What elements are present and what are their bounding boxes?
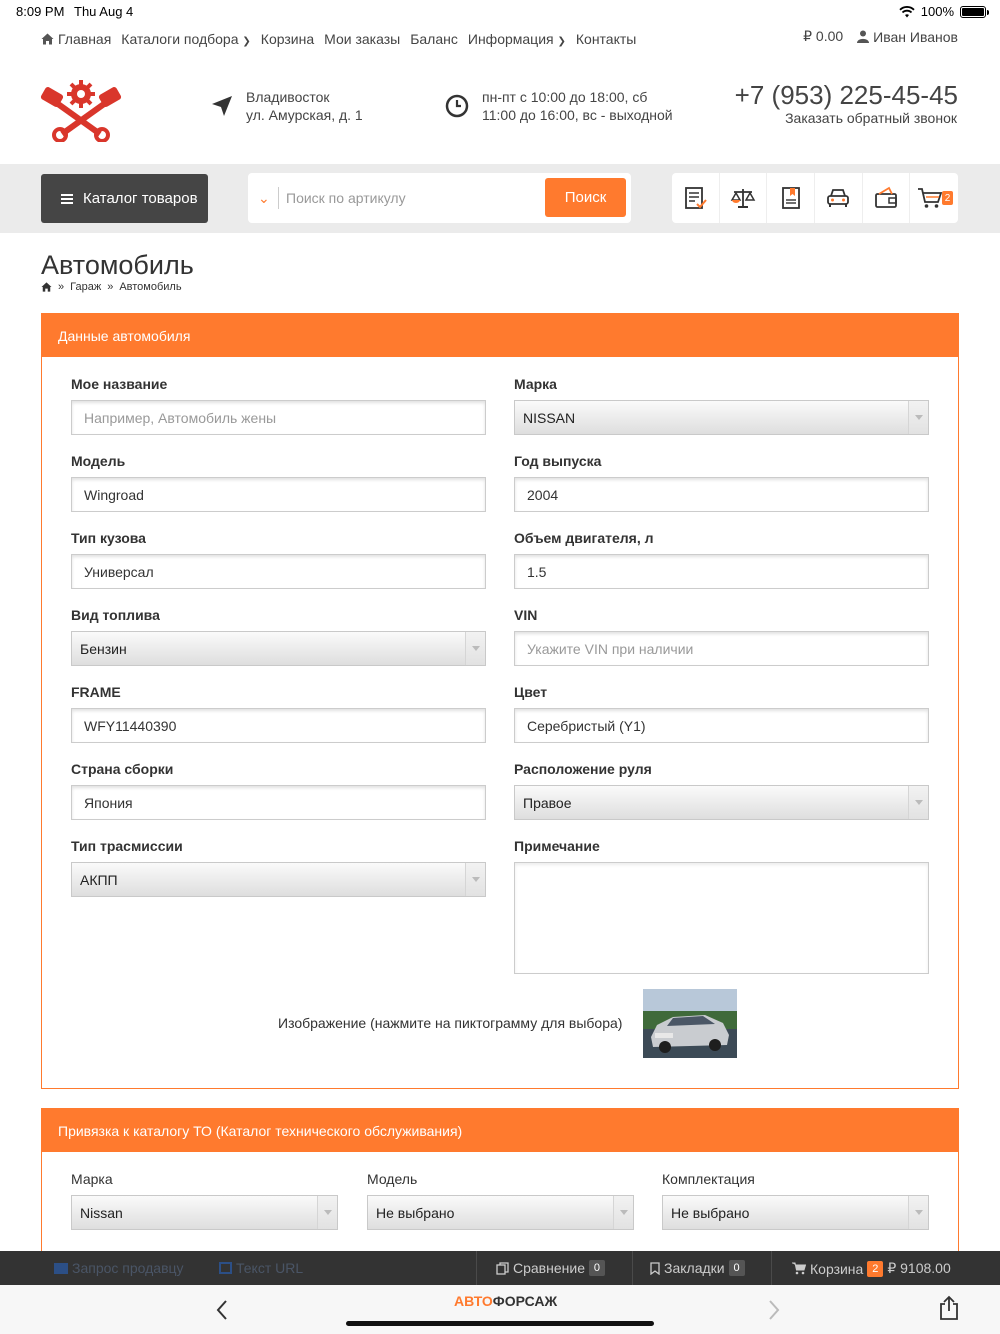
color-label: Цвет — [514, 684, 548, 700]
my-name-input[interactable] — [71, 400, 486, 435]
nav-info-label: Информация — [467, 31, 554, 47]
battery-icon — [960, 6, 986, 18]
brand-part1: АВТО — [454, 1293, 493, 1309]
to-config-label: Комплектация — [662, 1171, 755, 1187]
home-icon — [41, 33, 54, 45]
cart-count-badge: 2 — [942, 191, 953, 205]
compare-toolbar-label: Сравнение — [513, 1260, 585, 1276]
transmission-select-value: АКПП — [80, 871, 118, 888]
quick-icons — [672, 173, 958, 223]
transmission-label: Тип трасмиссии — [71, 838, 183, 854]
nav-cart[interactable]: Корзина — [260, 31, 315, 47]
vin-label: VIN — [514, 607, 538, 623]
steering-select-value: Правое — [523, 794, 572, 811]
body-type-input[interactable] — [71, 554, 486, 589]
edit-icon — [219, 1262, 232, 1274]
home-icon[interactable] — [41, 282, 52, 292]
chevron-down-icon — [908, 1196, 928, 1229]
breadcrumb-separator: » — [58, 281, 65, 293]
breadcrumb-separator: » — [107, 281, 114, 293]
message-icon — [54, 1263, 68, 1274]
hours-line1: пн-пт с 10:00 до 18:00, сб — [482, 89, 648, 105]
toolbar-divider — [632, 1251, 633, 1285]
nav-info[interactable] — [468, 31, 566, 47]
brand-label: Марка — [514, 376, 557, 392]
chevron-down-icon: ❯ — [557, 36, 566, 47]
logo-icon — [40, 80, 122, 142]
note-label: Примечание — [514, 838, 600, 854]
request-seller-button[interactable] — [54, 1260, 184, 1276]
address-street: ул. Амурская, д. 1 — [246, 107, 363, 123]
bookmarks-toolbar-button[interactable] — [650, 1260, 745, 1276]
battery-percent: 100% — [920, 4, 954, 19]
share-icon[interactable] — [938, 1295, 960, 1321]
brand-select[interactable] — [514, 400, 929, 435]
working-hours — [482, 88, 673, 124]
to-catalog-panel — [41, 1108, 959, 1268]
bookmark-icon — [650, 1262, 660, 1275]
search-separator — [278, 187, 279, 209]
cart-toolbar-label: Корзина — [810, 1260, 864, 1277]
engine-volume-label: Объем двигателя, л — [514, 530, 654, 546]
to-config-select-value: Не выбрано — [671, 1204, 750, 1221]
home-indicator — [346, 1321, 654, 1326]
garage-button[interactable] — [815, 173, 863, 223]
steering-select[interactable] — [514, 785, 929, 820]
frame-input[interactable] — [71, 708, 486, 743]
model-label: Модель — [71, 453, 126, 469]
top-nav — [41, 28, 636, 50]
frame-label: FRAME — [71, 684, 121, 700]
engine-volume-input[interactable] — [514, 554, 929, 589]
address — [246, 88, 363, 124]
brand-part2: ФОРСАЖ — [492, 1293, 558, 1309]
order-list-icon — [682, 185, 708, 211]
location-arrow-icon — [210, 94, 234, 118]
cart-toolbar-button[interactable] — [792, 1260, 951, 1277]
car-data-panel-header: Данные автомобиля — [42, 314, 958, 357]
car-icon — [825, 185, 851, 211]
wallet-icon — [873, 185, 899, 211]
cart-icon — [792, 1262, 806, 1275]
wifi-icon — [899, 6, 915, 18]
search-button[interactable]: Поиск — [545, 178, 626, 217]
chevron-down-icon: ❯ — [242, 36, 251, 47]
compare-toolbar-button[interactable] — [496, 1260, 605, 1276]
brand-select-value: NISSAN — [523, 409, 576, 426]
search-box — [248, 173, 631, 223]
breadcrumb-current: Автомобиль — [119, 281, 182, 293]
site-logo[interactable] — [40, 80, 122, 142]
address-city: Владивосток — [246, 89, 330, 105]
compare-button[interactable] — [720, 173, 768, 223]
cart-icon — [917, 185, 943, 211]
breadcrumb — [41, 281, 182, 293]
page-title: Автомобиль — [41, 250, 194, 280]
steering-label: Расположение руля — [514, 761, 652, 777]
user-menu[interactable] — [857, 28, 958, 45]
chevron-down-icon — [613, 1196, 633, 1229]
bottom-toolbar — [0, 1251, 1000, 1285]
browser-bar — [0, 1285, 1000, 1334]
fuel-select-value: Бензин — [80, 640, 127, 657]
nav-home-label: Главная — [58, 31, 112, 47]
fuel-select[interactable] — [71, 631, 486, 666]
chevron-down-icon — [465, 632, 485, 665]
breadcrumb-garage[interactable]: Гараж — [70, 281, 102, 293]
bookmark-book-icon — [778, 185, 804, 211]
search-type-chevron-icon[interactable]: ⌄ — [258, 190, 270, 206]
nav-home[interactable] — [41, 31, 111, 47]
toolbar-divider — [771, 1251, 772, 1285]
note-textarea[interactable] — [514, 862, 929, 974]
cart-toolbar-count-badge: 2 — [867, 1261, 883, 1277]
menu-icon — [61, 194, 73, 204]
body-type-label: Тип кузова — [71, 530, 146, 546]
vin-input[interactable] — [514, 631, 929, 666]
fuel-label: Вид топлива — [71, 607, 160, 623]
nav-catalogs-label: Каталоги подбора — [121, 31, 239, 47]
cart-total: ₽ 9108.00 — [887, 1260, 951, 1276]
my-name-label: Мое название — [71, 376, 168, 392]
phone-number[interactable]: +7 (953) 225-45-45 — [734, 80, 958, 110]
to-model-select-value: Не выбрано — [376, 1204, 455, 1221]
catalog-button[interactable] — [41, 174, 208, 223]
to-model-select[interactable] — [367, 1195, 634, 1230]
to-brand-select-value: Nissan — [80, 1204, 123, 1221]
back-chevron-icon[interactable] — [215, 1299, 229, 1321]
year-input[interactable] — [514, 477, 929, 512]
country-label: Страна сборки — [71, 761, 174, 777]
text-url-label: Текст URL — [236, 1260, 304, 1276]
chevron-down-icon — [317, 1196, 337, 1229]
year-label: Год выпуска — [514, 453, 602, 469]
compare-count-badge: 0 — [589, 1260, 605, 1276]
status-time: 8:09 PM — [16, 4, 65, 19]
bookmarks-toolbar-label: Закладки — [664, 1260, 725, 1276]
country-input[interactable] — [71, 785, 486, 820]
nav-catalogs[interactable] — [121, 31, 251, 47]
catalog-button-label: Каталог товаров — [83, 190, 198, 207]
nav-balance[interactable]: Баланс — [410, 31, 458, 47]
chevron-down-icon — [465, 863, 485, 896]
orders-list-button[interactable] — [672, 173, 720, 223]
car-photo-icon — [643, 989, 737, 1058]
callback-link[interactable]: Заказать обратный звонок — [785, 110, 957, 126]
to-model-label: Модель — [367, 1171, 418, 1187]
bookmarks-button[interactable] — [767, 173, 815, 223]
status-right — [899, 4, 986, 19]
user-icon — [857, 30, 869, 43]
nav-orders[interactable]: Мои заказы — [324, 31, 401, 47]
nav-contacts[interactable]: Контакты — [575, 31, 637, 47]
to-catalog-panel-header: Привязка к каталогу ТО (Каталог технического обслуживания) — [42, 1109, 958, 1152]
search-input[interactable] — [286, 185, 536, 211]
request-seller-label: Запрос продавцу — [72, 1260, 184, 1276]
car-image-thumbnail[interactable] — [643, 989, 737, 1058]
status-date: Thu Aug 4 — [74, 4, 134, 19]
hours-line2: 11:00 до 16:00, вс - выходной — [482, 107, 673, 123]
color-input[interactable] — [514, 708, 929, 743]
balance-value[interactable]: ₽ 0.00 — [803, 28, 844, 44]
to-brand-select[interactable] — [71, 1195, 338, 1230]
copy-icon — [496, 1262, 509, 1275]
chevron-down-icon — [908, 786, 928, 819]
status-bar — [0, 0, 1000, 22]
cart-button[interactable] — [910, 173, 958, 223]
text-url-button[interactable] — [219, 1260, 303, 1276]
car-data-panel — [41, 313, 959, 1089]
bookmarks-count-badge: 0 — [729, 1260, 745, 1276]
transmission-select[interactable] — [71, 862, 486, 897]
to-brand-label: Марка — [71, 1171, 113, 1187]
toolbar-divider — [476, 1251, 477, 1285]
clock-icon — [445, 94, 469, 118]
model-input[interactable] — [71, 477, 486, 512]
wallet-button[interactable] — [863, 173, 911, 223]
scales-icon — [730, 185, 756, 211]
chevron-down-icon — [908, 401, 928, 434]
image-label: Изображение (нажмите на пиктограмму для выбора) — [278, 1015, 623, 1031]
top-right — [803, 28, 958, 45]
to-config-select[interactable] — [662, 1195, 929, 1230]
forward-chevron-icon[interactable] — [767, 1299, 781, 1321]
user-name: Иван Иванов — [873, 28, 958, 45]
site-brand — [454, 1293, 557, 1309]
